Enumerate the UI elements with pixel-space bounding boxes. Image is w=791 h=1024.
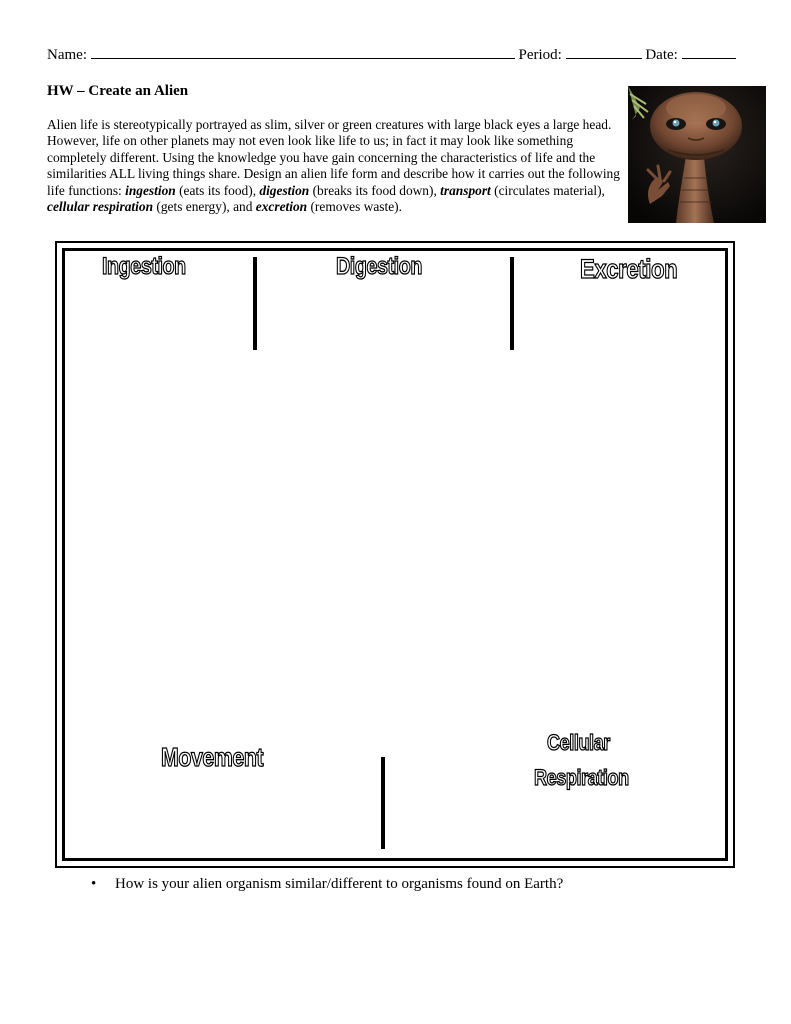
term-ingestion: ingestion [125,182,176,198]
term-excretion: excretion [255,199,308,215]
label-movement: Movement [161,742,264,772]
divider-ingestion-digestion [253,257,257,350]
question-text: How is your alien organism similar/different to organisms found on Earth? [115,876,564,892]
term-digestion: digestion [259,182,310,198]
period-label: Period: [518,47,562,63]
label-ingestion: Ingestion [102,253,186,280]
alien-photo [628,86,766,223]
label-cellular: Cellular [547,730,610,755]
term-transport: transport [440,182,491,198]
term-respiration: cellular respiration [47,199,154,215]
bullet-dot: • [91,876,97,892]
question-item [91,876,563,893]
date-label: Date: [645,47,678,63]
name-blank[interactable] [91,46,515,59]
header-fields [47,46,736,64]
divider-digestion-excretion [510,257,514,350]
alien-illustration [628,86,766,223]
desc-excretion: (removes waste). [307,199,402,215]
date-blank[interactable] [682,46,736,59]
desc-respiration: (gets energy), and [153,199,256,215]
page-title: HW – Create an Alien [47,83,189,99]
intro-paragraph [47,117,621,215]
label-digestion: Digestion [336,253,422,280]
label-excretion: Excretion [580,254,678,284]
intro-text: Alien life is stereotypically portrayed as slim, silver or green creatures with large black eyes a large head. However, life on other planets may not even look like life to us; in fact it may look like something completely different. Using the knowledge you have gain concerning the characteristics of life and the similarities ALL living things share. Design an alien life form and describe how it carries out the following life functions: [47,117,620,198]
desc-transport: (circulates material), [490,182,605,198]
alien-design-frame [55,241,735,868]
desc-digestion: (breaks its food down), [309,182,441,198]
label-respiration: Respiration [534,765,629,790]
period-blank[interactable] [566,46,642,59]
divider-movement-respiration [381,757,385,849]
desc-ingestion: (eats its food), [175,182,260,198]
name-label: Name: [47,47,87,63]
